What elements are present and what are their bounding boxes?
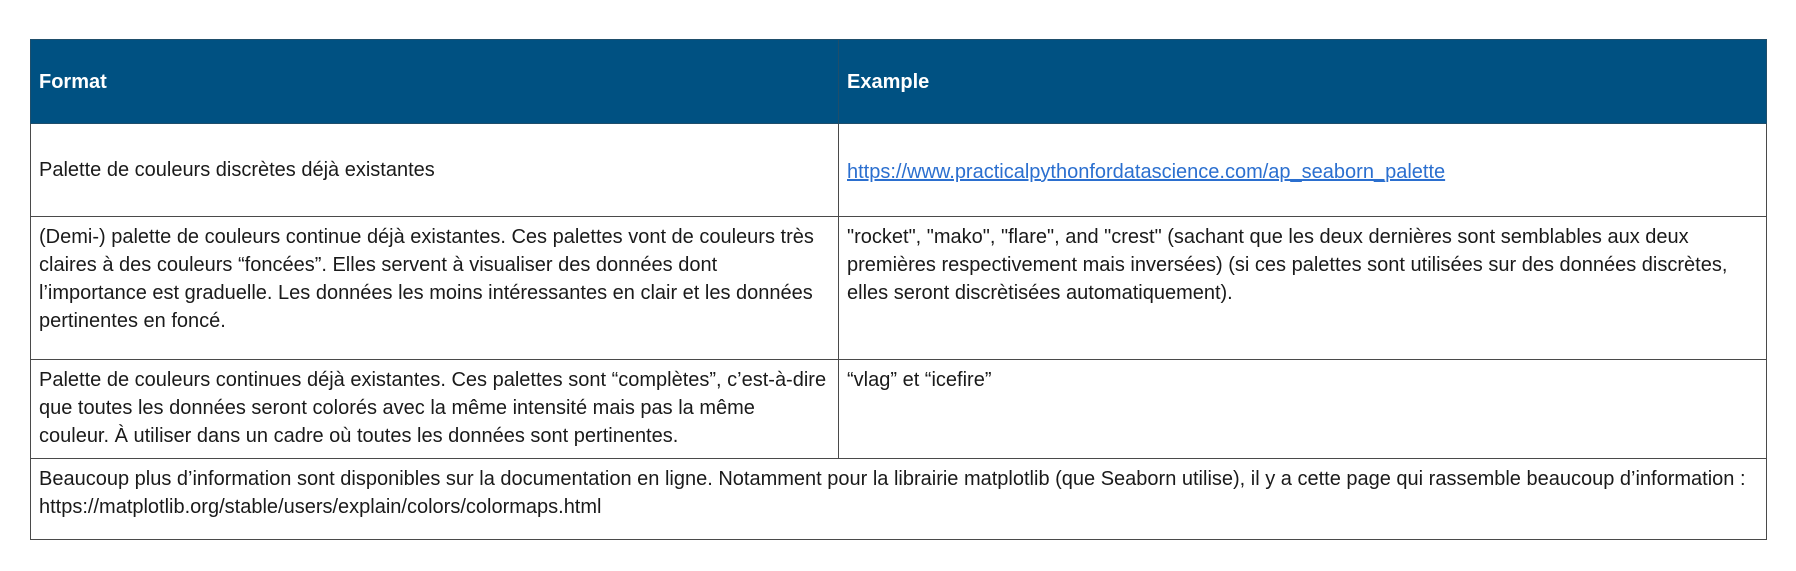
format-cell: Palette de couleurs discrètes déjà existantes [31,124,839,217]
format-cell: (Demi-) palette de couleurs continue déjà existantes. Ces palettes vont de couleurs très claires à des couleurs “foncées”. Elles servent à visualiser des données dont l’importance est graduelle. Les données les moins intéressantes en clair et les données pertinentes en foncé. [31,217,839,360]
table-footer-row [31,459,1767,540]
table-row [31,217,1767,360]
example-cell: “vlag” et “icefire” [839,360,1767,459]
column-header-format: Format [31,40,839,124]
column-header-example: Example [839,40,1767,124]
format-cell: Palette de couleurs continues déjà existantes. Ces palettes sont “complètes”, c’est-à-dire que toutes les données seront colorés avec la même intensité mais pas la même couleur. À utiliser dans un cadre où toutes les données sont pertinentes. [31,360,839,459]
footer-note-cell: Beaucoup plus d’information sont disponibles sur la documentation en ligne. Notamment pour la librairie matplotlib (que Seaborn utilise), il y a cette page qui rassemble beaucoup d’information : https://matplotlib.org/stable/users/explain/colors/colormaps.html [31,459,1767,540]
palette-format-table [30,39,1767,540]
example-cell: "rocket", "mako", "flare", and "crest" (sachant que les deux dernières sont semblables aux deux premières respectivement mais inversées) (si ces palettes sont utilisées sur des données discrètes, elles seront discrètisées automatiquement). [839,217,1767,360]
example-cell [839,124,1767,217]
seaborn-palette-link[interactable]: https://www.practicalpythonfordatascience.com/ap_seaborn_palette [847,161,1446,183]
table-row [31,124,1767,217]
table-row [31,360,1767,459]
table-header-row [31,40,1767,124]
